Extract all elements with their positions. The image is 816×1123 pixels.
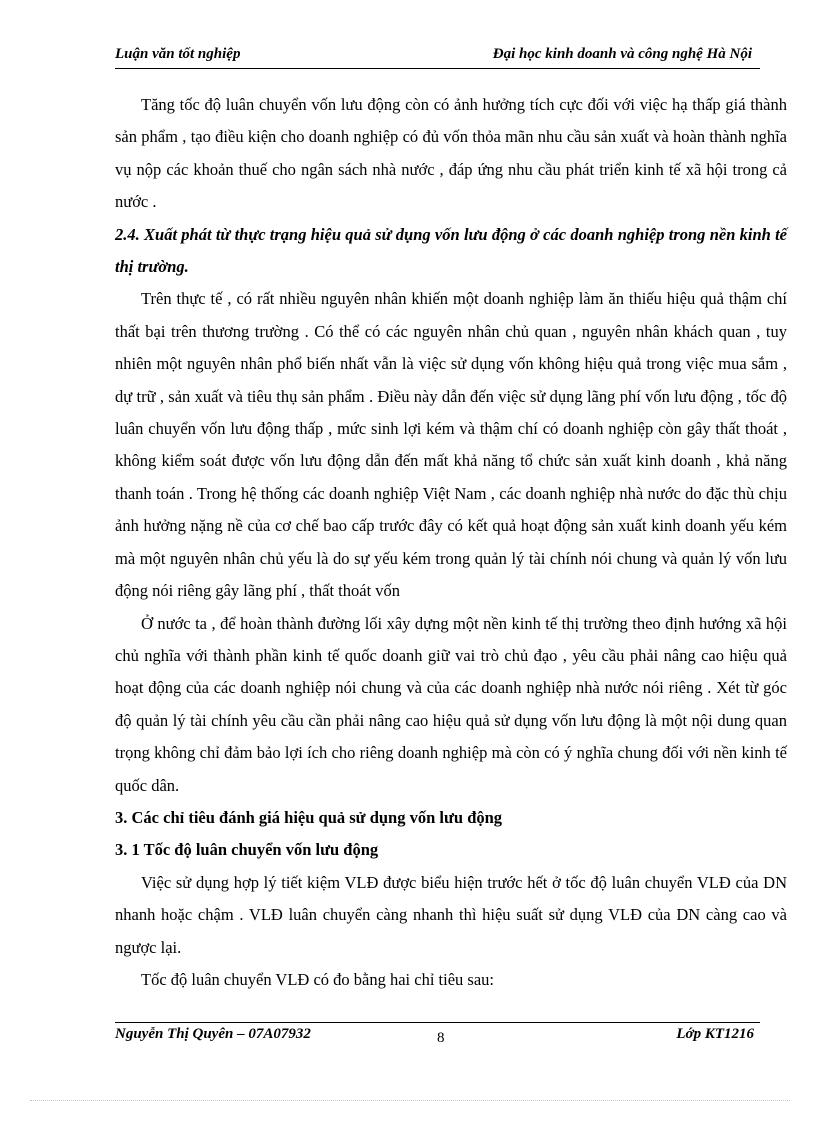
paragraph-reality: Trên thực tế , có rất nhiều nguyên nhân khiến một doanh nghiệp làm ăn thiếu hiệu quả thậm chí thất bại trên thương trường . Có thể có các nguyên nhân chủ quan , nguyên nhân khách quan , tuy nhiên một nguyên nhân phổ biến nhất vẫn là việc sử dụng vốn không hiệu quả trong việc mua sắm , dự trữ , sản xuất và tiêu thụ sản phẩm . Điều này dẫn đến việc sử dụng lãng phí vốn lưu động , tốc độ luân chuyển vốn lưu động thấp , mức sinh lợi kém và thậm chí có doanh nghiệp còn gây thất thoát , không kiểm soát được vốn lưu động dẫn đến mất khả năng tổ chức sản xuất kinh doanh , khả năng thanh toán . Trong hệ thống các doanh nghiệp Việt Nam , các doanh nghiệp nhà nước do đặc thù chịu ảnh hưởng nặng nề của cơ chế bao cấp trước đây có kết quả hoạt động sản xuất kinh doanh yếu kém mà một nguyên nhân chủ yếu là do sự yếu kém trong quản lý tài chính nói chung và quản lý vốn lưu động nói riêng gây lãng phí , thất thoát vốn	[115, 289, 787, 601]
section-heading-2-4: 2.4. Xuất phát từ thực trạng hiệu quả sử dụng vốn lưu động ở các doanh nghiệp trong nền kinh tế thị trường.	[115, 224, 787, 277]
section-heading-3-1: 3. 1 Tốc độ luân chuyển vốn lưu động	[115, 840, 379, 860]
footer-divider	[115, 1022, 760, 1023]
paragraph-two-indicators: Tốc độ luân chuyển VLĐ có đo bằng hai chỉ tiêu sau:	[141, 969, 494, 989]
header-thesis-label: Luận văn tốt nghiệp	[115, 46, 241, 62]
page-footer	[115, 1026, 760, 1050]
paragraph-vietnam: Ở nước ta , để hoàn thành đường lối xây dựng một nền kinh tế thị trường theo định hướng xã hội chủ nghĩa với thành phần kinh tế quốc doanh giữ vai trò chủ đạo , yêu cầu phải nâng cao hiệu quả hoạt động của các doanh nghiệp nói chung và của các doanh nghiệp nhà nước nói riêng . Xét từ góc độ quản lý tài chính yêu cầu cần phải nâng cao hiệu quả sử dụng vốn lưu động là một nội dung quan trọng không chỉ đảm bảo lợi ích cho riêng doanh nghiệp mà còn có ý nghĩa chung đối với nền kinh tế quốc dân.	[115, 613, 787, 795]
document-body	[115, 89, 787, 996]
page-edge-divider	[30, 1100, 790, 1101]
page-number: 8	[437, 1030, 445, 1046]
footer-author: Nguyễn Thị Quyên – 07A07932	[115, 1026, 311, 1042]
page-header	[115, 46, 760, 69]
paragraph-acceleration: Tăng tốc độ luân chuyển vốn lưu động còn có ảnh hưởng tích cực đối với việc hạ thấp giá thành sản phẩm , tạo điều kiện cho doanh nghiệp có đủ vốn thỏa mãn nhu cầu sản xuất và hoàn thành nghĩa vụ nộp các khoản thuế cho ngân sách nhà nước , đáp ứng nhu cầu phát triển kinh tế xã hội trong cả nước .	[115, 95, 787, 212]
section-heading-3: 3. Các chỉ tiêu đánh giá hiệu quả sử dụng vốn lưu động	[115, 807, 503, 827]
footer-class: Lớp KT1216	[676, 1026, 754, 1042]
header-university-name: Đại học kinh doanh và công nghệ Hà Nội	[492, 46, 752, 62]
paragraph-turnover-speed: Việc sử dụng hợp lý tiết kiệm VLĐ được biểu hiện trước hết ở tốc độ luân chuyển VLĐ của DN nhanh hoặc chậm . VLĐ luân chuyển càng nhanh thì hiệu suất sử dụng VLĐ của DN càng cao và ngược lại.	[115, 872, 787, 957]
